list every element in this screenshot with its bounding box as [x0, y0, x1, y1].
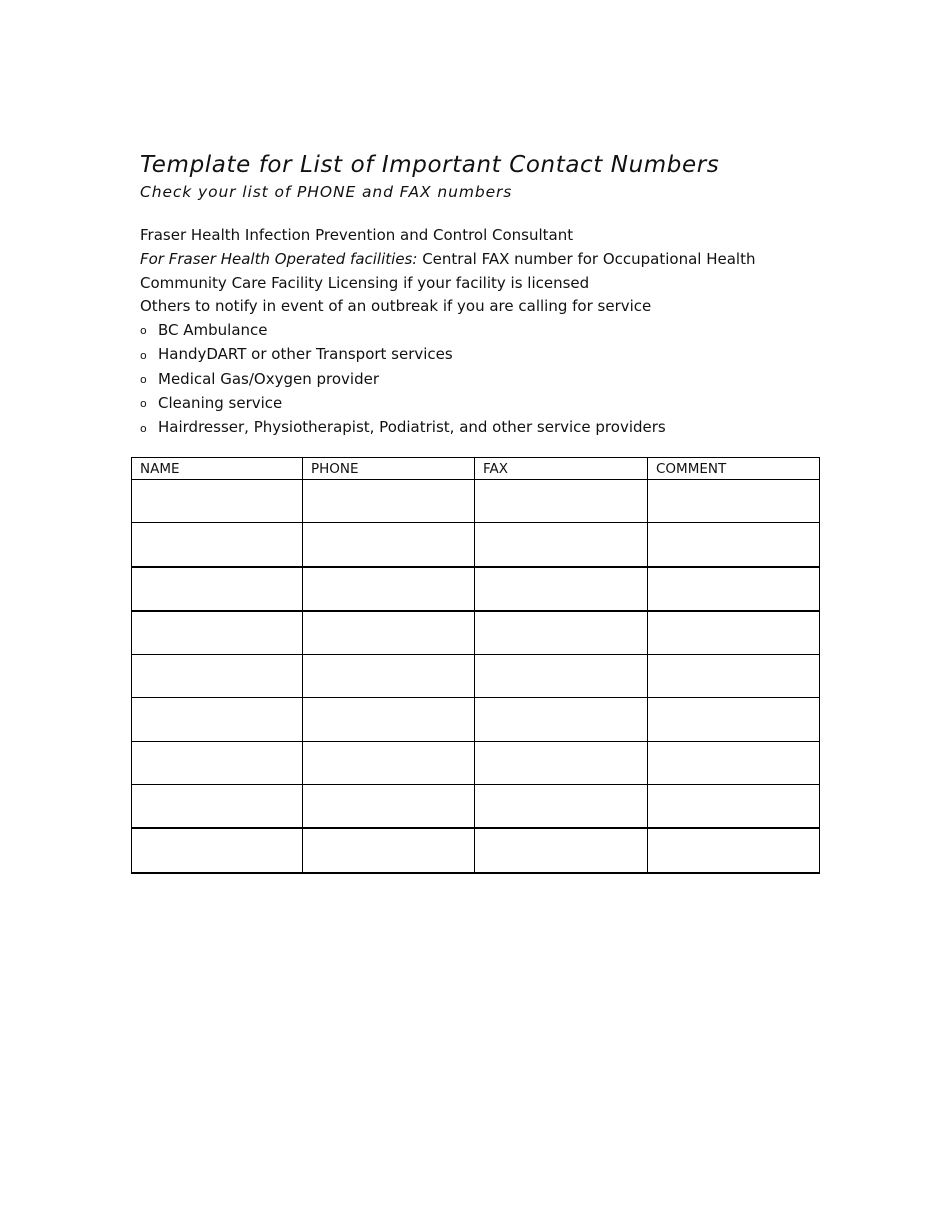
table-row	[132, 655, 820, 698]
fax-cell[interactable]	[475, 523, 648, 567]
comment-cell[interactable]	[648, 480, 820, 523]
list-item	[140, 415, 666, 439]
name-cell[interactable]	[132, 741, 303, 784]
phone-cell[interactable]	[303, 741, 475, 784]
comment-cell[interactable]	[648, 741, 820, 784]
header-fax: FAX	[475, 458, 648, 480]
list-item-label: BC Ambulance	[158, 321, 268, 339]
header-name: NAME	[132, 458, 303, 480]
table-row	[132, 523, 820, 567]
comment-cell[interactable]	[648, 828, 820, 872]
phone-cell[interactable]	[303, 567, 475, 611]
table-row	[132, 785, 820, 829]
fax-cell[interactable]	[475, 828, 648, 872]
phone-cell[interactable]	[303, 698, 475, 741]
name-cell[interactable]	[132, 698, 303, 741]
comment-cell[interactable]	[648, 523, 820, 567]
fax-cell[interactable]	[475, 655, 648, 698]
phone-cell[interactable]	[303, 785, 475, 829]
list-item	[140, 391, 666, 415]
name-cell[interactable]	[132, 655, 303, 698]
phone-cell[interactable]	[303, 611, 475, 655]
bullet-marker: o	[140, 348, 147, 362]
contact-table-body	[132, 480, 820, 873]
contact-table	[131, 457, 820, 874]
name-cell[interactable]	[132, 828, 303, 872]
phone-cell[interactable]	[303, 480, 475, 523]
service-list	[140, 318, 666, 439]
bullet-marker: o	[140, 421, 147, 435]
operated-facilities-line	[140, 248, 840, 272]
fax-cell[interactable]	[475, 611, 648, 655]
comment-cell[interactable]	[648, 785, 820, 829]
name-cell[interactable]	[132, 567, 303, 611]
fax-cell[interactable]	[475, 741, 648, 784]
header-phone: PHONE	[303, 458, 475, 480]
licensing-line: Community Care Facility Licensing if your facility is licensed	[140, 273, 590, 292]
table-row	[132, 741, 820, 784]
list-item-label: HandyDART or other Transport services	[158, 345, 453, 364]
comment-cell[interactable]	[648, 698, 820, 741]
name-cell[interactable]	[132, 523, 303, 567]
list-item	[140, 367, 666, 391]
list-item	[140, 342, 666, 366]
table-row	[132, 480, 820, 523]
name-cell[interactable]	[132, 480, 303, 523]
table-header-row	[132, 458, 820, 480]
phone-cell[interactable]	[303, 655, 475, 698]
bullet-marker: o	[140, 324, 147, 338]
name-cell[interactable]	[132, 785, 303, 829]
document-subtitle: Check your list of PHONE and FAX numbers	[140, 183, 513, 201]
comment-cell[interactable]	[648, 611, 820, 655]
operated-facilities-label: For Fraser Health Operated facilities:	[140, 249, 418, 268]
list-item-label: Cleaning service	[158, 393, 283, 412]
bullet-marker: o	[140, 397, 147, 411]
table-row	[132, 567, 820, 611]
comment-cell[interactable]	[648, 655, 820, 698]
name-cell[interactable]	[132, 611, 303, 655]
operated-facilities-text: Central FAX number for Occupational Health	[417, 249, 756, 268]
fax-cell[interactable]	[475, 785, 648, 829]
list-item-label: Hairdresser, Physiotherapist, Podiatrist, and other service providers	[158, 418, 666, 437]
fax-cell[interactable]	[475, 480, 648, 523]
contact-categories	[140, 224, 840, 319]
table-row	[132, 828, 820, 872]
fax-cell[interactable]	[475, 698, 648, 741]
list-item-label: Medical Gas/Oxygen provider	[158, 369, 380, 388]
header-comment: COMMENT	[648, 458, 820, 480]
comment-cell[interactable]	[648, 567, 820, 611]
bullet-marker: o	[140, 372, 147, 386]
fax-cell[interactable]	[475, 567, 648, 611]
document-title: Template for List of Important Contact Numbers	[140, 152, 720, 178]
list-item	[140, 318, 666, 342]
table-row	[132, 698, 820, 741]
phone-cell[interactable]	[303, 523, 475, 567]
others-line: Others to notify in event of an outbreak if you are calling for service	[140, 297, 652, 316]
phone-cell[interactable]	[303, 828, 475, 872]
table-row	[132, 611, 820, 655]
consultant-line: Fraser Health Infection Prevention and Control Consultant	[140, 226, 574, 244]
